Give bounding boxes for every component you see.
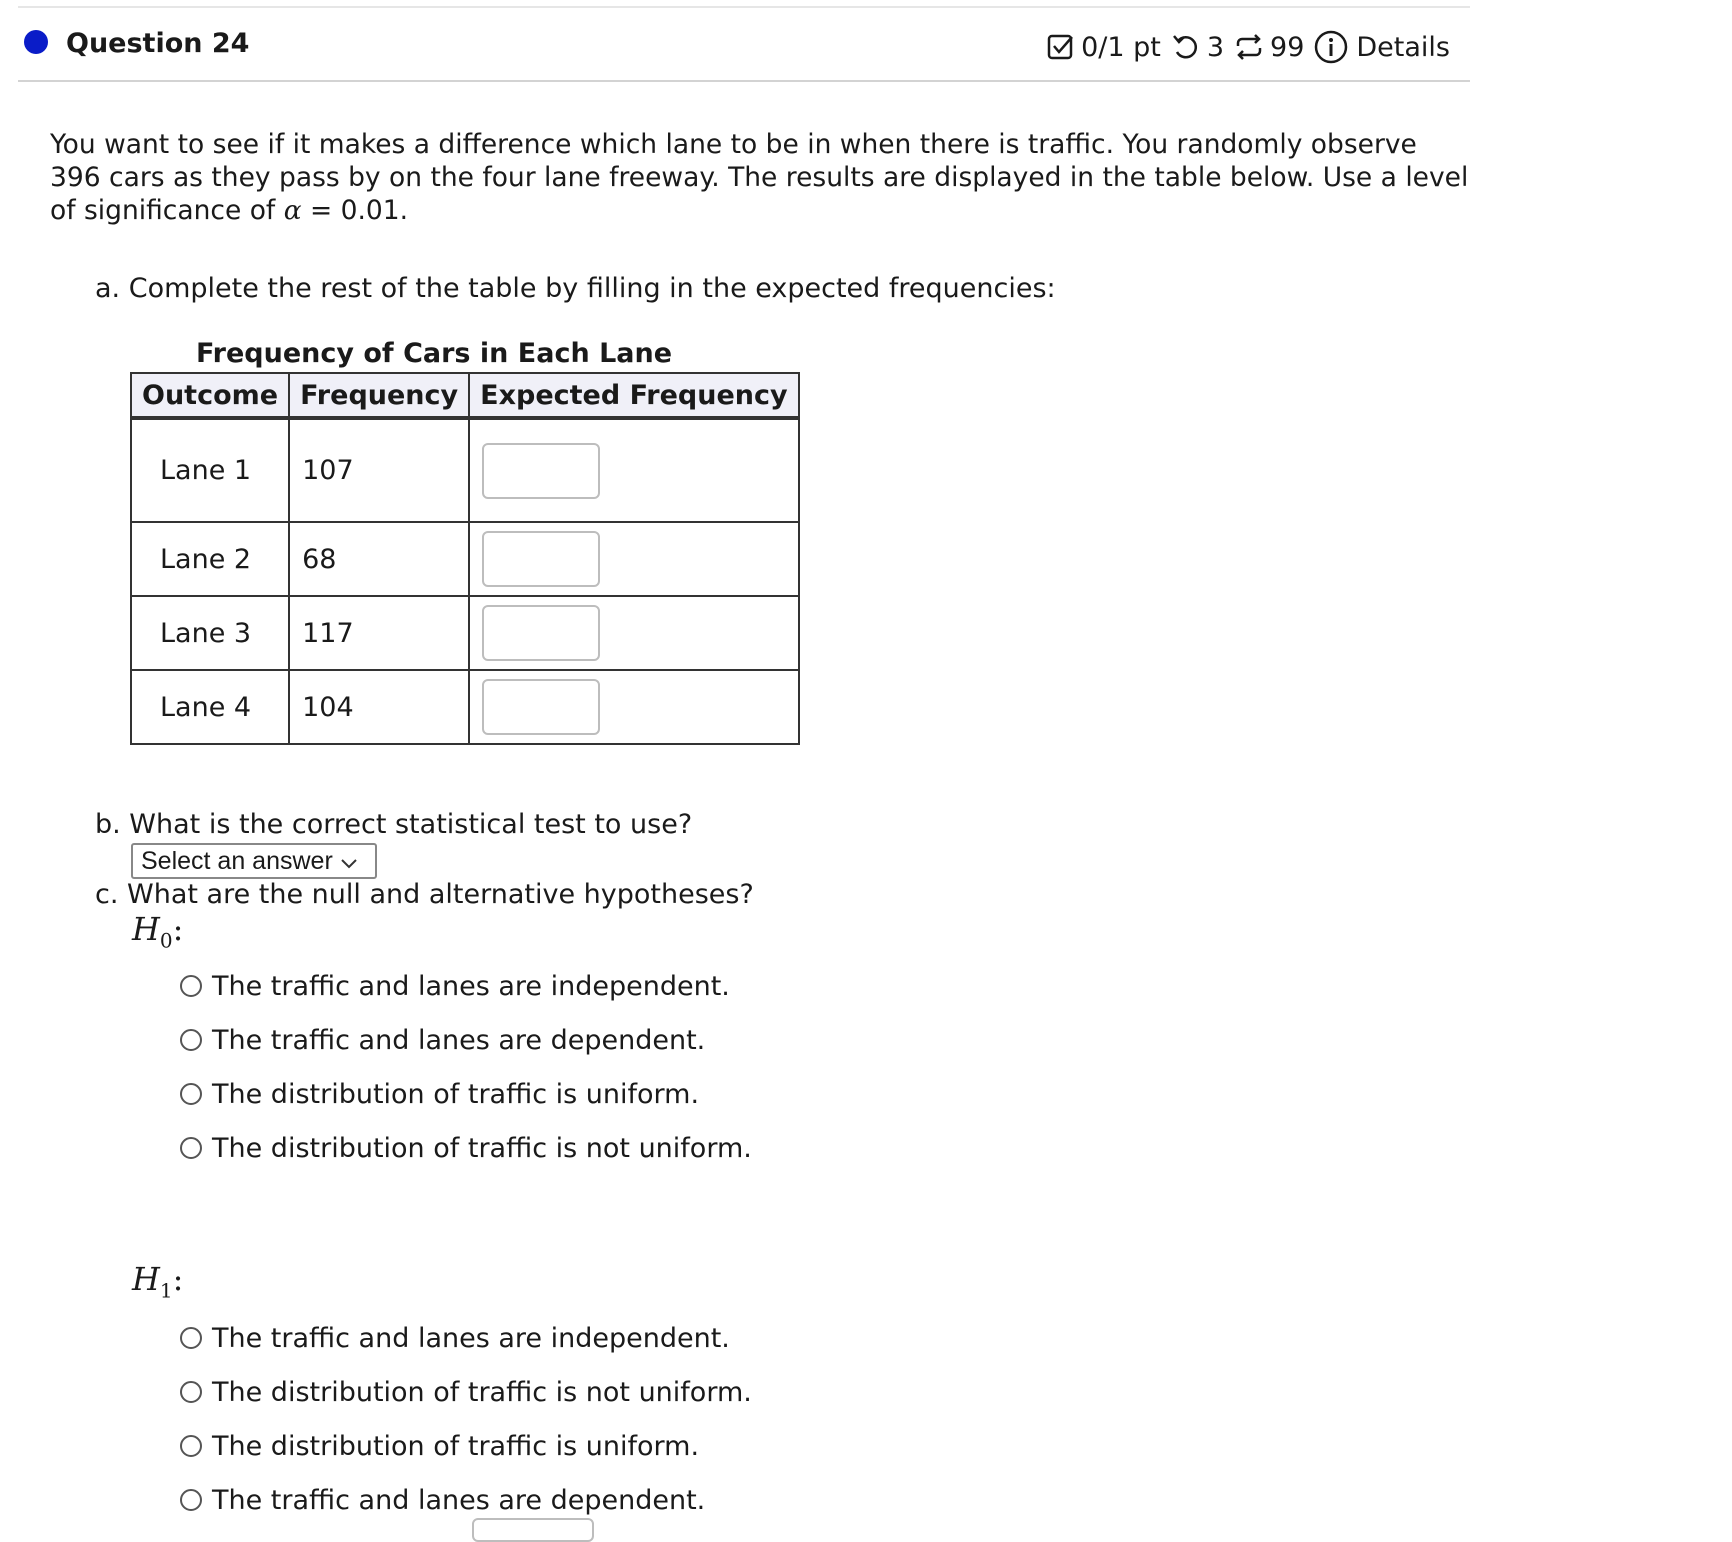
outcome-cell: Lane 3 <box>131 596 289 670</box>
h0-label <box>132 910 183 952</box>
column-header-outcome: Outcome <box>131 373 289 418</box>
attempts-icon <box>1234 33 1264 61</box>
info-icon[interactable] <box>1314 30 1348 64</box>
h0-option[interactable] <box>180 959 752 1013</box>
checkbox-icon <box>1047 33 1075 61</box>
option-label: The distribution of traffic is uniform. <box>212 1078 700 1110</box>
header-divider <box>18 80 1470 82</box>
h1-label <box>132 1260 183 1302</box>
retry-icon <box>1171 33 1201 61</box>
radio-button[interactable] <box>180 1137 202 1159</box>
expected-frequency-input-lane-4[interactable] <box>482 679 600 735</box>
h1-option[interactable] <box>180 1473 752 1527</box>
radio-button[interactable] <box>180 1327 202 1349</box>
option-label: The traffic and lanes are independent. <box>212 970 730 1002</box>
score-text: 0/1 pt <box>1081 31 1161 63</box>
radio-button[interactable] <box>180 975 202 997</box>
table-row <box>131 418 799 522</box>
h0-option[interactable] <box>180 1013 752 1067</box>
question-status-dot <box>24 30 48 54</box>
retries-count: 3 <box>1206 31 1225 63</box>
h1-option[interactable] <box>180 1419 752 1473</box>
question-header <box>18 20 1470 80</box>
radio-button[interactable] <box>180 1029 202 1051</box>
select-value: Select an answer <box>141 846 333 875</box>
frequency-cell: 117 <box>289 596 469 670</box>
option-label: The distribution of traffic is not uniform. <box>212 1132 752 1164</box>
h1-option[interactable] <box>180 1311 752 1365</box>
frequency-cell: 107 <box>289 418 469 522</box>
question-title: Question 24 <box>66 28 250 59</box>
details-link[interactable]: Details <box>1356 31 1450 63</box>
top-divider <box>18 6 1470 8</box>
outcome-cell: Lane 4 <box>131 670 289 744</box>
chevron-down-icon <box>333 847 357 876</box>
frequency-cell: 68 <box>289 522 469 596</box>
part-a-prompt: a. Complete the rest of the table by filling in the expected frequencies: <box>95 273 1056 304</box>
outcome-cell: Lane 2 <box>131 522 289 596</box>
h0-option[interactable] <box>180 1067 752 1121</box>
alpha-value: = 0.01. <box>301 195 409 226</box>
question-text <box>50 128 1470 227</box>
radio-button[interactable] <box>180 1083 202 1105</box>
table-header-row <box>131 373 799 418</box>
h1-option[interactable] <box>180 1365 752 1419</box>
h1-subscript: 1 <box>159 1278 173 1303</box>
radio-button[interactable] <box>180 1489 202 1511</box>
column-header-expected: Expected Frequency <box>469 373 798 418</box>
option-label: The distribution of traffic is not uniform. <box>212 1376 752 1408</box>
frequency-cell: 104 <box>289 670 469 744</box>
option-label: The distribution of traffic is uniform. <box>212 1430 700 1462</box>
attempts-count: 99 <box>1270 31 1305 63</box>
h1-options <box>180 1311 752 1527</box>
part-b-prompt: b. What is the correct statistical test to use? <box>95 809 693 840</box>
h0-letter: H <box>132 910 160 948</box>
option-label: The traffic and lanes are dependent. <box>212 1024 706 1056</box>
intro-text: You want to see if it makes a difference which lane to be in when there is traffic. You randomly observe 396 cars as they pass by on the four lane freeway. The results are displayed in the table below. Use a level of significance of <box>50 129 1469 226</box>
expected-frequency-input-lane-3[interactable] <box>482 605 600 661</box>
h0-colon: : <box>172 910 184 948</box>
radio-button[interactable] <box>180 1381 202 1403</box>
outcome-cell: Lane 1 <box>131 418 289 522</box>
expected-frequency-input-lane-1[interactable] <box>482 443 600 499</box>
table-row <box>131 670 799 744</box>
h0-subscript: 0 <box>159 928 173 953</box>
option-label: The traffic and lanes are dependent. <box>212 1484 706 1516</box>
test-select-dropdown[interactable] <box>131 843 377 879</box>
h1-colon: : <box>172 1260 184 1298</box>
h1-letter: H <box>132 1260 160 1298</box>
radio-button[interactable] <box>180 1435 202 1457</box>
next-input-box-partial[interactable] <box>472 1518 594 1542</box>
question-meta <box>1047 30 1450 64</box>
h0-option[interactable] <box>180 1121 752 1175</box>
part-c-prompt: c. What are the null and alternative hypotheses? <box>95 879 754 910</box>
frequency-table <box>130 372 800 745</box>
table-row <box>131 522 799 596</box>
table-row <box>131 596 799 670</box>
expected-frequency-input-lane-2[interactable] <box>482 531 600 587</box>
h0-options <box>180 959 752 1175</box>
alpha-symbol: α <box>283 195 302 226</box>
option-label: The traffic and lanes are independent. <box>212 1322 730 1354</box>
table-caption: Frequency of Cars in Each Lane <box>195 338 673 369</box>
column-header-frequency: Frequency <box>289 373 469 418</box>
